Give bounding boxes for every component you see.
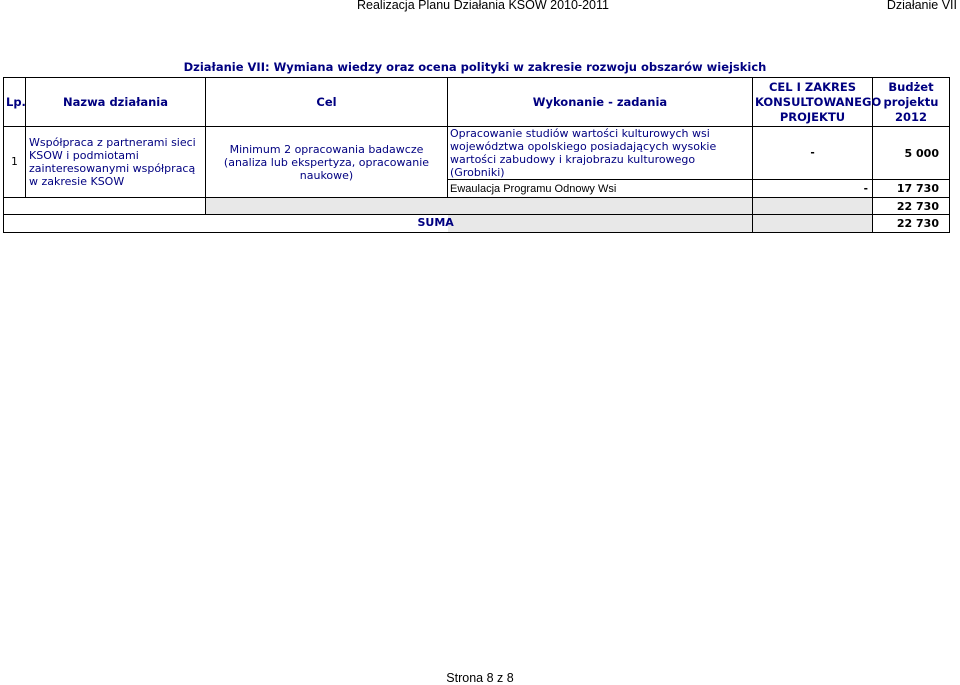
page-title: Działanie VII: Wymiana wiedzy oraz ocena polityki w zakresie rozwoju obszarów wiejskich — [183, 60, 767, 74]
header-nazwa: Nazwa działania — [26, 78, 206, 127]
table-header-row — [4, 78, 950, 127]
header-cel: Cel — [206, 78, 448, 127]
task-cel-zakres: - — [753, 180, 873, 198]
task-wykonanie: Ewaulacja Programu Odnowy Wsi — [448, 180, 753, 198]
budget-table — [3, 77, 950, 233]
task-cel-zakres: - — [753, 127, 873, 180]
suma-row — [4, 215, 950, 233]
suma-label: SUMA — [417, 216, 454, 229]
row-lp: 1 — [4, 127, 26, 198]
subtotal-value: 22 730 — [873, 198, 950, 215]
header-lp: Lp. — [4, 78, 26, 127]
document-header-title: Realizacja Planu Działania KSOW 2010-2011 — [357, 0, 609, 12]
row-cel: Minimum 2 opracowania badawcze (analiza lub ekspertyza, opracowanie naukowe) — [206, 127, 448, 198]
task-budzet: 5 000 — [873, 127, 950, 180]
page-number: Strona 8 z 8 — [446, 671, 514, 685]
suma-value: 22 730 — [873, 215, 950, 233]
document-header-section: Działanie VII — [886, 0, 957, 12]
header-wykonanie: Wykonanie - zadania — [448, 78, 753, 127]
task-budzet: 17 730 — [873, 180, 950, 198]
task-wykonanie: Opracowanie studiów wartości kulturowych wsi województwa opolskiego posiadających wysokie wartości zabudowy i krajobrazu kulturowego (Grobniki) — [448, 127, 753, 180]
table-row — [4, 127, 950, 180]
row-nazwa: Współpraca z partnerami sieci KSOW i podmiotami zainteresowanymi współpracą w zakresie KSOW — [26, 127, 206, 198]
header-budzet: Budżet projektu 2012 — [873, 78, 950, 127]
header-cel-zakres: CEL I ZAKRES KONSULTOWANEGO PROJEKTU — [753, 78, 873, 127]
subtotal-row — [4, 198, 950, 215]
